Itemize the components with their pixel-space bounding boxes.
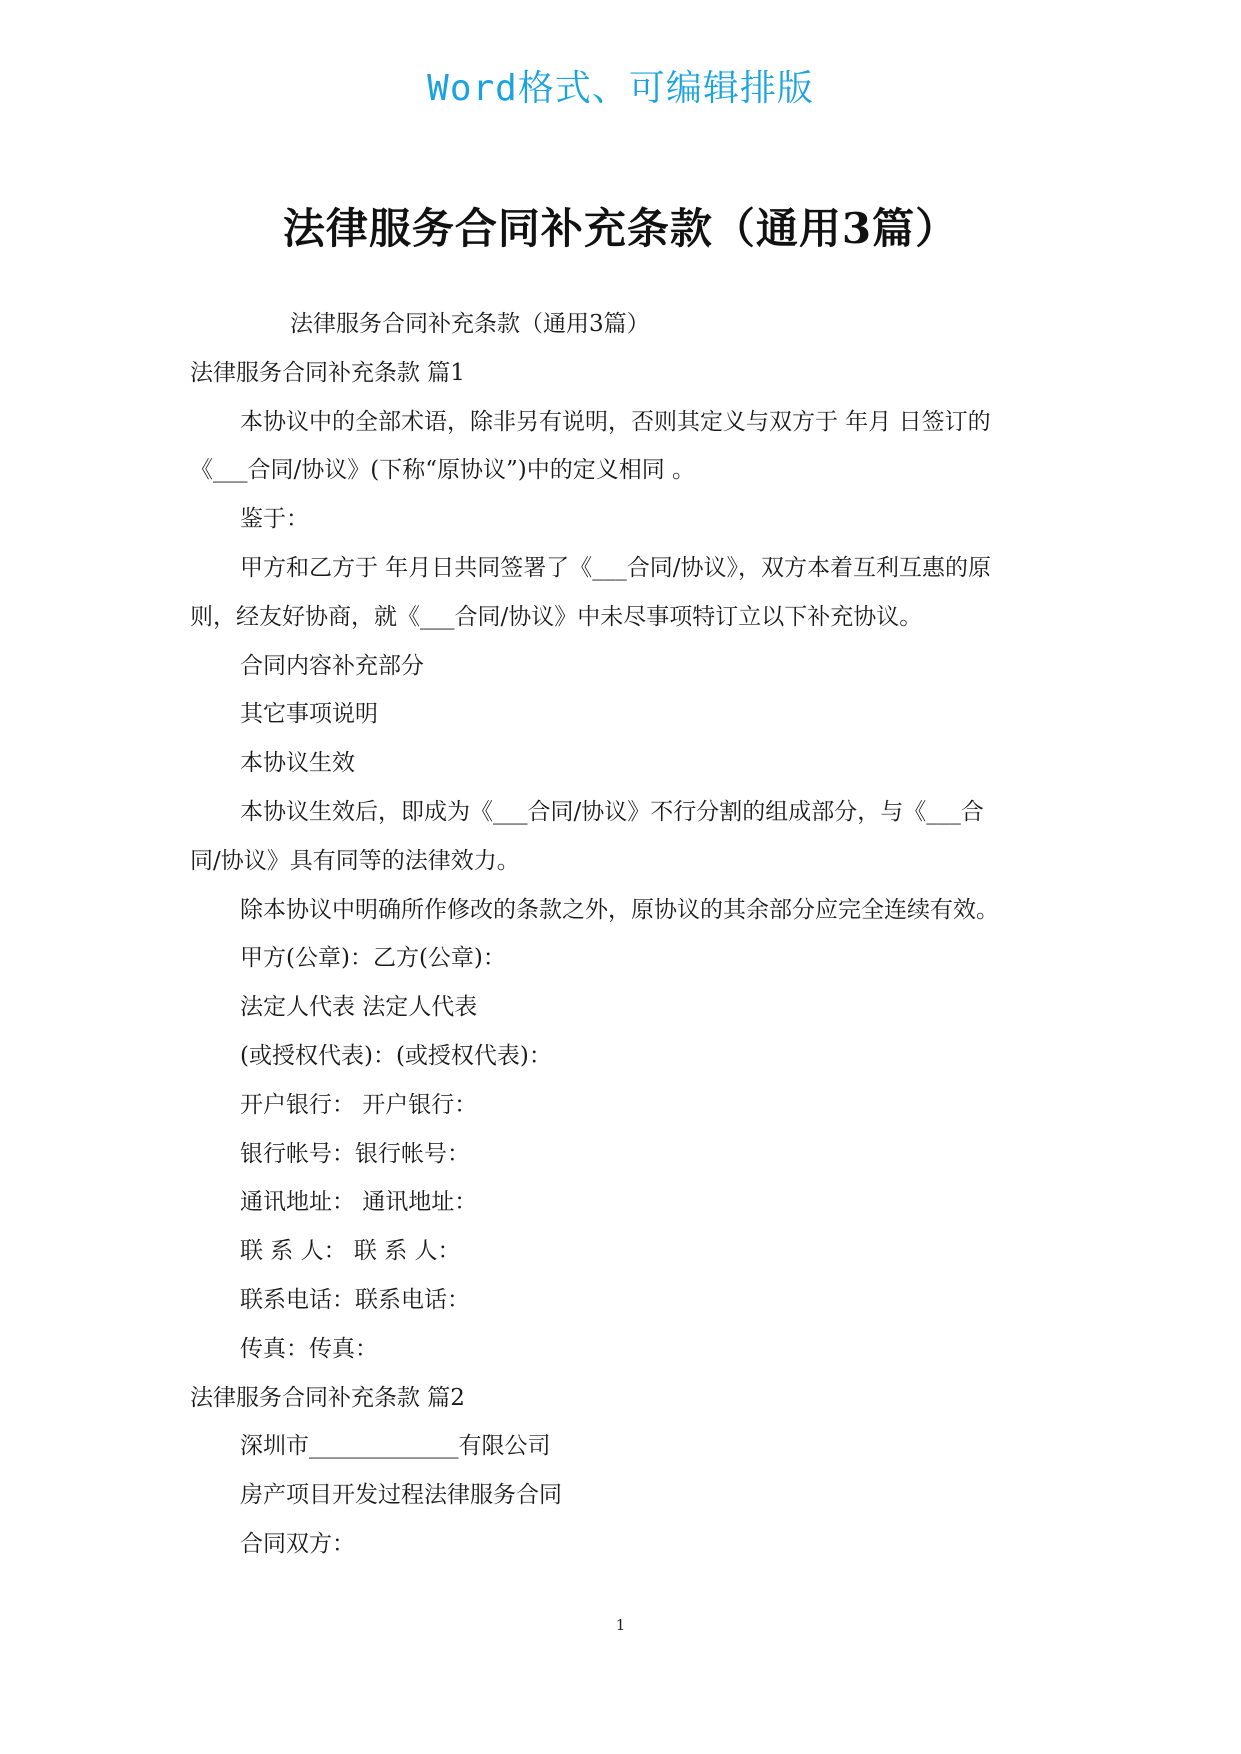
signature-line: 银行帐号：银行帐号： [240, 1140, 470, 1167]
signature-line: 开户银行： 开户银行： [240, 1091, 478, 1118]
paragraph-line: 鉴于： [240, 506, 309, 533]
format-banner: Word格式、可编辑排版 [427, 68, 814, 109]
signature-line: 联 系 人： 联 系 人： [240, 1238, 461, 1265]
document-body [190, 300, 1070, 1569]
signature-line: 传真：传真： [240, 1335, 378, 1362]
paragraph-line: 除本协议中明确所作修改的条款之外，原协议的其余部分应完全连续有效。 [240, 896, 999, 923]
paragraph-line: 同/协议》具有同等的法律效力。 [190, 847, 520, 874]
document-title: 法律服务合同补充条款（通用3篇） [282, 204, 959, 253]
signature-line: 通讯地址： 通讯地址： [240, 1189, 478, 1216]
paragraph-line: 合同双方： [240, 1530, 355, 1557]
paragraph-line: 合同内容补充部分 [240, 652, 424, 679]
paragraph-line: 本协议中的全部术语，除非另有说明，否则其定义与双方于 年月 日签订的 [240, 408, 991, 435]
paragraph-line: 则，经友好协商，就《___合同/协议》中未尽事项特订立以下补充协议。 [190, 603, 923, 630]
signature-line: 法定人代表 法定人代表 [240, 994, 478, 1021]
paragraph-line: 本协议生效 [240, 750, 355, 777]
paragraph-line: 深圳市_____________有限公司 [240, 1433, 551, 1460]
section-heading-2: 法律服务合同补充条款 篇2 [190, 1384, 465, 1411]
paragraph-line: 本协议生效后，即成为《___合同/协议》不行分割的组成部分，与《___合 [240, 798, 984, 825]
page-number: 1 [615, 1616, 626, 1634]
section-heading-1: 法律服务合同补充条款 篇1 [190, 359, 465, 386]
signature-line: 联系电话：联系电话： [240, 1286, 470, 1313]
paragraph-line: 甲方和乙方于 年月日共同签署了《___合同/协议》，双方本着互利互惠的原 [240, 554, 992, 581]
paragraph-line: 房产项目开发过程法律服务合同 [240, 1482, 562, 1509]
paragraph-line: 其它事项说明 [240, 701, 378, 728]
paragraph-line: 《___合同/协议》(下称“原协议”)中的定义相同 。 [190, 457, 696, 484]
signature-line: 甲方(公章)：乙方(公章)： [240, 945, 506, 972]
signature-line: (或授权代表)：(或授权代表)： [240, 1042, 552, 1069]
document-subtitle: 法律服务合同补充条款（通用3篇） [290, 311, 650, 337]
